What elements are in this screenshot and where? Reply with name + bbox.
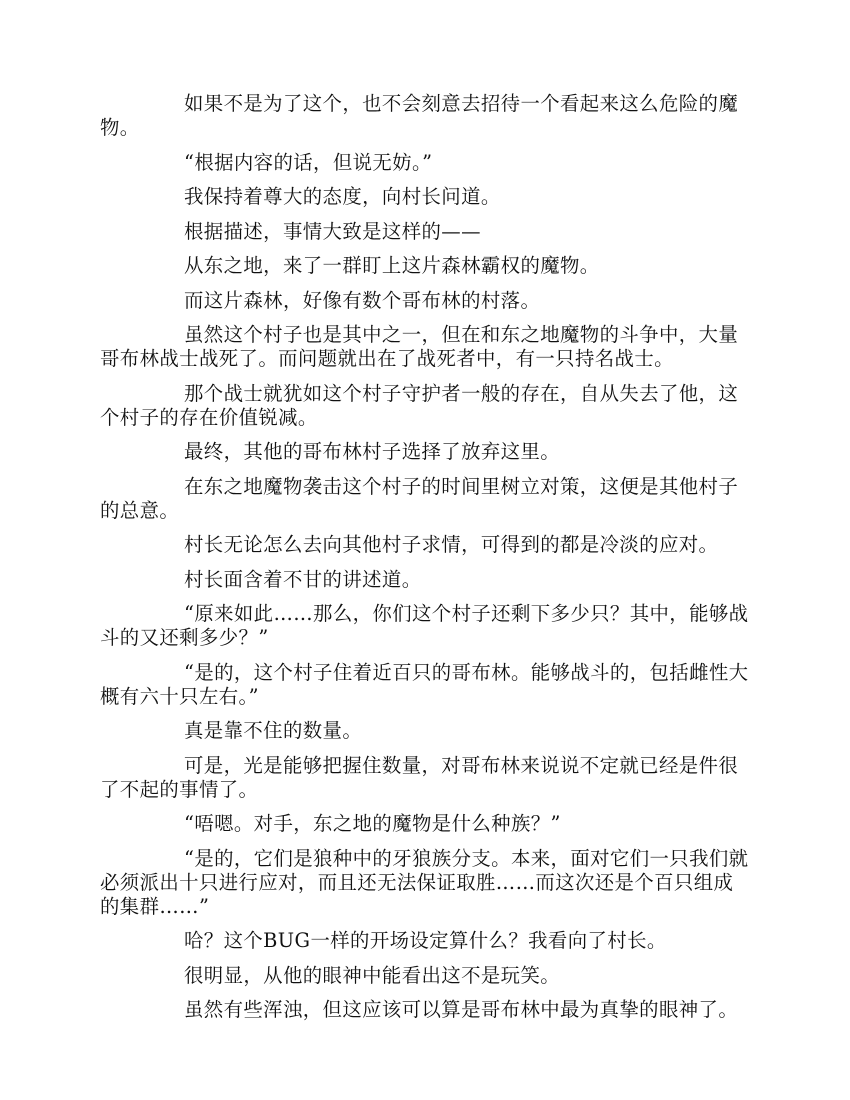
paragraph: 村长无论怎么去向其他村子求情，可得到的都是冷淡的应对。 [184, 533, 719, 556]
paragraph: 在东之地魔物袭击这个村子的时间里树立对策，这便是其他村子的总意。 [100, 474, 739, 522]
paragraph: “根据内容的话，但说无妨。” [184, 150, 433, 174]
paragraph: 真是靠不住的数量。 [184, 719, 363, 742]
paragraph: 可是，光是能够把握住数量，对哥布林来说说不定就已经是件很了不起的事情了。 [100, 753, 739, 801]
paragraph: 虽然有些浑浊，但这应该可以算是哥布林中最为真挚的眼神了。 [184, 998, 739, 1021]
paragraph: 我保持着尊大的态度，向村长问道。 [184, 185, 501, 208]
paragraph: “原来如此……那么，你们这个村子还剩下多少只？其中，能够战斗的又还剩多少？” [100, 602, 749, 649]
paragraph: 而这片森林，好像有数个哥布林的村落。 [184, 288, 541, 312]
paragraph: 很明显，从他的眼神中能看出这不是玩笑。 [184, 963, 561, 987]
paragraph: 村长面含着不甘的讲述道。 [184, 567, 422, 591]
paragraph: 那个战士就犹如这个村子守护者一般的存在，自从失去了他，这个村子的存在价值锐减。 [100, 381, 739, 429]
paragraph: “是的，它们是狼种中的牙狼族分支。本来，面对它们一只我们就必须派出十只进行应对，而且还无法保证取胜……而这次还是个百只组成的集群……” [100, 846, 749, 918]
paragraph: 虽然这个村子也是其中之一，但在和东之地魔物的斗争中，大量哥布林战士战死了。而问题就出在了战死者中，有一只持名战士。 [100, 323, 739, 370]
paragraph: 从东之地，来了一群盯上这片森林霸权的魔物。 [184, 254, 600, 277]
paragraph: “是的，这个村子住着近百只的哥布林。能够战斗的，包括雌性大概有六十只左右。” [100, 660, 749, 708]
paragraph: 根据描述，事情大致是这样的—— [184, 219, 481, 243]
paragraph: 最终，其他的哥布林村子选择了放弃这里。 [184, 440, 561, 463]
document-body [100, 92, 750, 1033]
paragraph: “唔嗯。对手，东之地的魔物是什么种族？” [184, 812, 561, 835]
paragraph: 如果不是为了这个，也不会刻意去招待一个看起来这么危险的魔物。 [100, 92, 739, 139]
paragraph: 哈？这个BUG一样的开场设定算什么？我看向了村长。 [184, 929, 667, 952]
